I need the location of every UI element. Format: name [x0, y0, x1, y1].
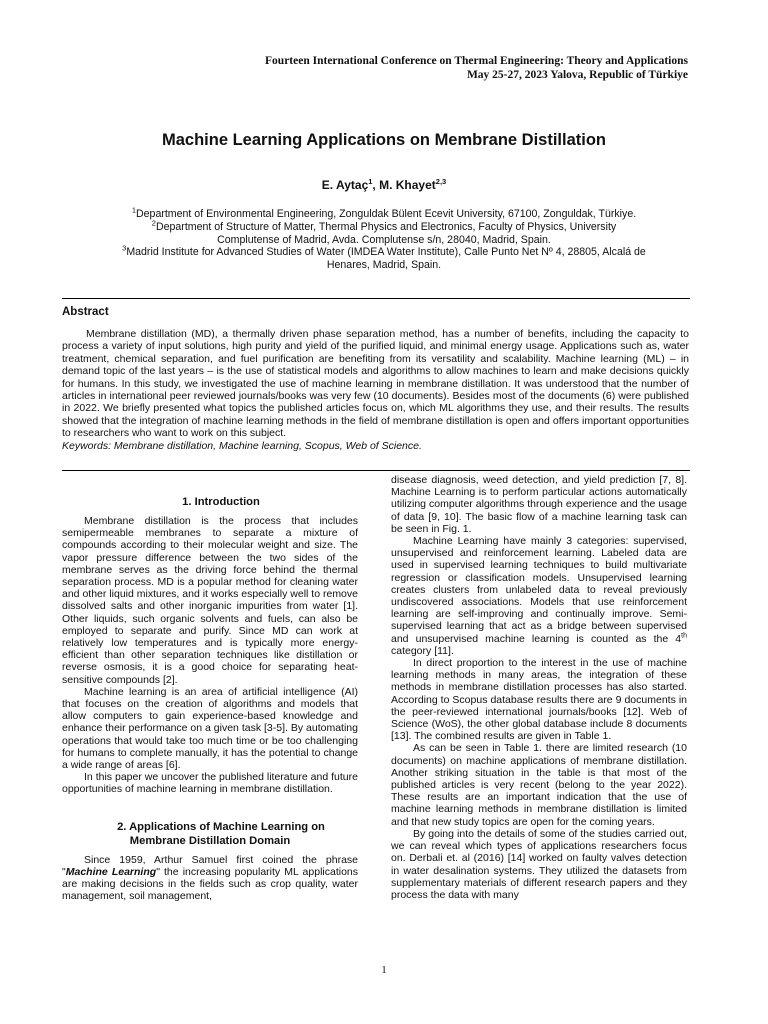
- paper-title: Machine Learning Applications on Membrane Distillation: [161, 131, 607, 149]
- abstract-body: [62, 328, 689, 452]
- affiliation: $^2$Department of Structure of Matter, Thermal Physics and Electronics, Faculty of Physics, University Complutense of Madrid, Avda. Complutense s/n, 28040, Madrid, Spain.: [151, 218, 617, 246]
- author-separator: ,: [372, 178, 380, 192]
- paragraph: Since 1959, Arthur Samuel first coined the phrase "Machine Learning" the increasing popularity ML applications are making decisions in the fields such as crop quality, water management, soil management,: [62, 853, 359, 903]
- paragraph: Membrane distillation is the process that includes semipermeable membranes to separate a mixture of compounds according to their molecular weight and size. The vapor pressure difference between the two sides of the membrane serves as the driving force behind the thermal separation process. MD is a popular method for cleaning water and other liquid mixtures, and it works especially well to remove dissolved salts and other inorganic impurities from water [1]. Other liquids, such organic solvents and fuels, can also be employed to separate and purify. Since MD can work at relatively low temperatures and is typically more energy-efficient than other separation techniques like distillation or reverse osmosis, it is a good choice for separating heat-sensitive compounds [2].: [62, 515, 358, 686]
- conference-name: Fourteen International Conference on Thermal Engineering: Theory and Applications: [265, 55, 688, 67]
- emphasis: Machine Learning: [65, 865, 157, 878]
- author-name: M. Khayet: [379, 178, 436, 192]
- conference-header: [128, 54, 688, 82]
- abstract-text: Membrane distillation (MD), a thermally driven phase separation method, has a number of benefits, including the capacity to process a variety of input solutions, high purity and yield of the purified liquid, and minimal energy usage. Applications such as, water treatment, chemical separation, and fuel purification are benefiting from its versatility and scalability. Machine learning (ML) – in demand topic of the last years – is the use of statistical models and algorithms to allow machines to learn and make decisions quickly for humans. In this study, we investigated the use of machine learning in membrane distillation. It was understood that the number of articles in international peer reviewed journals/books was very few (10 documents). Besides most of the documents (6) were published in 2022. We briefly presented what topics the published articles focus on, which ML algorithms they use, and their results. The results showed that the integration of machine learning methods in the field of membrane distillation is open and offers important opportunities to researchers who want to work on this subject.: [62, 328, 689, 440]
- paragraph: In direct proportion to the interest in the use of machine learning methods in many areas, the integration of these methods in membrane distillation processes has also started. According to Scopus database results there are 9 documents in the peer-reviewed international journals/books [12]. Web of Science (WoS), the other global database include 8 documents [13]. The combined results are given in Table 1.: [391, 657, 687, 743]
- abstract-top-rule: [62, 298, 690, 299]
- abstract-bottom-rule: [62, 470, 690, 471]
- paragraph: disease diagnosis, weed detection, and yield prediction [7, 8]. Machine Learning is to perform particular actions automatically utilizing computer algorithms through experience and the usage of data [9, 10]. The basic flow of a machine learning task can be seen in Fig. 1.: [391, 474, 687, 535]
- author-list: [0, 178, 768, 192]
- paragraph: By going into the details of some of the studies carried out, we can reveal which types of applications researchers focus on. Derbali et. al (2016) [14] worked on faulty valves detection in water desalination systems. They utilized the datasets from supplementary materials of different research papers and they process the data with many: [391, 827, 687, 901]
- paragraph: Machine learning is an area of artificial intelligence (AI) that focuses on the creation of algorithms and models that allow computers to gain experience-based knowledge and enhance their performance on a given task [3-5]. By automating operations that would take too much time or be too challenging for humans to complete manually, it has the potential to change a wide range of areas [6].: [62, 685, 358, 772]
- left-column: [62, 474, 358, 902]
- page-number: 1: [381, 964, 387, 976]
- keywords: Keywords: Membrane distillation, Machine learning, Scopus, Web of Science.: [62, 439, 422, 452]
- affiliation: $^1$Department of Environmental Engineering, Zonguldak Bülent Ecevit University, 67100, Zonguldak, Türkiye.: [131, 205, 637, 220]
- conference-date-location: May 25-27, 2023 Yalova, Republic of Türkiye: [466, 69, 688, 81]
- paragraph: In this paper we uncover the published literature and future opportunities of machine learning in membrane distillation.: [62, 771, 358, 796]
- affiliations: [120, 205, 648, 272]
- section-heading-applications: 2. Applications of Machine Learning on Membrane Distillation Domain: [117, 820, 325, 847]
- author-affil-mark: 1: [368, 177, 373, 186]
- paragraph: As can be seen in Table 1. there are limited research (10 documents) on machine applications of membrane distillation. Another striking situation in the table is that most of the published articles is very recent (belong to the year 2022). These results are an important indication that the use of machine learning methods in membrane distillation is limited and that new study topics are open for the coming years.: [391, 742, 687, 828]
- author-name: E. Aytaç: [321, 178, 369, 192]
- abstract-heading: Abstract: [62, 306, 109, 318]
- paragraph: Machine Learning have mainly 3 categories: supervised, unsupervised and reinforcement learning. Labeled data are used in supervised learning techniques to build multivariate regression or classification models. Unsupervised learning creates clusters from unlabeled data to reveal previously undiscovered associations. Models that use reinforcement learning are self-improving and continually improve. Semi-supervised learning that act as a bridge between supervised and unsupervised machine learning is counted as the 4th category [11].: [391, 535, 687, 657]
- right-column: [391, 474, 687, 901]
- section-heading-introduction: 1. Introduction: [182, 496, 260, 508]
- affiliation: $^3$Madrid Institute for Advanced Studies of Water (IMDEA Water Institute), Calle Punto Net Nº 4, 28805, Alcalá de Henares, Madrid, Spain.: [122, 243, 646, 272]
- author-affil-mark: 2,3: [435, 177, 447, 186]
